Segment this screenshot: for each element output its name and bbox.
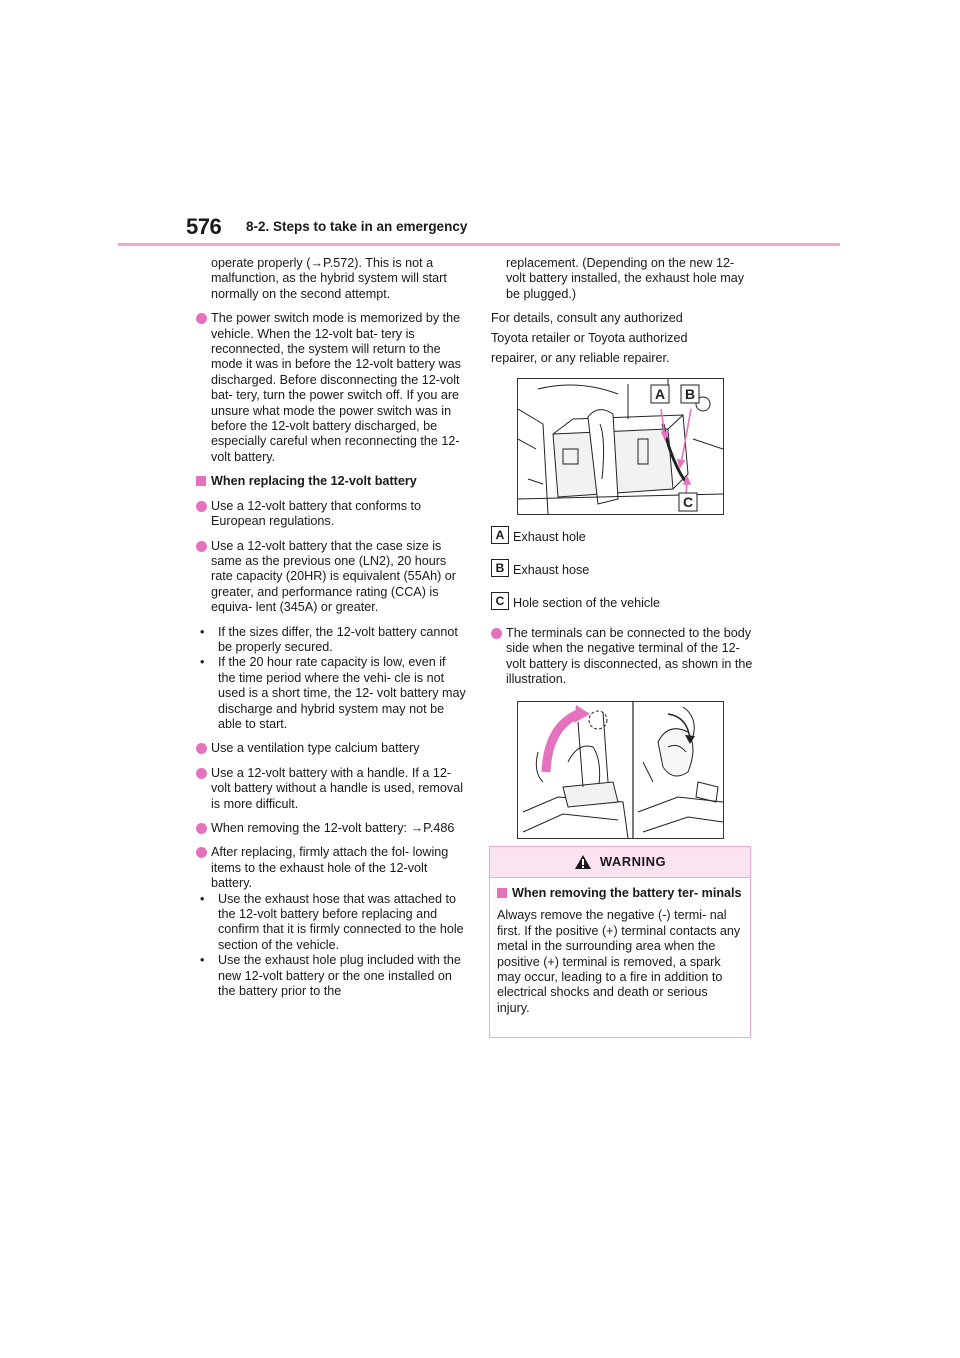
bullet-text: The terminals can be connected to the body side when the negative terminal of the 12-volt battery is disconnected, as shown in the illustration. — [506, 626, 753, 687]
warning-heading-text: When removing the battery ter- minals — [512, 886, 742, 900]
heading-replacing-battery — [196, 474, 466, 489]
sub-item-text: If the sizes differ, the 12-volt battery cannot be properly secured. — [218, 624, 458, 654]
label-a: A — [655, 386, 666, 402]
details-line-2: Toyota retailer or Toyota authorized — [491, 331, 688, 346]
bullet-dot-icon — [196, 768, 207, 779]
sub-item-exhaust-hose — [196, 892, 466, 954]
page-number: 576 — [186, 214, 222, 239]
sub-item-sizes-differ — [196, 625, 466, 656]
callout-letter: A — [491, 526, 509, 544]
bullet-ventilation — [196, 741, 466, 756]
bullet-dot-icon — [196, 541, 207, 552]
bullet-text: Use a ventilation type calcium battery — [211, 741, 420, 756]
warning-header — [490, 847, 750, 878]
bullet-text: Use a 12-volt battery that conforms to European regulations. — [211, 498, 421, 529]
bullet-text: When removing the 12-volt battery: →P.486 — [211, 821, 455, 835]
callout-text: Exhaust hole — [513, 530, 586, 544]
callout-list — [491, 526, 753, 625]
square-bullet-icon — [196, 476, 206, 486]
terminal-drawing — [518, 702, 723, 838]
bullet-dot-icon — [196, 313, 207, 324]
warning-body — [490, 878, 750, 1016]
bullet-power-switch — [196, 311, 466, 465]
callout-c — [491, 592, 753, 625]
details-line-3: repairer, or any reliable repairer. — [491, 351, 670, 366]
bullet-terminals — [491, 626, 753, 697]
bullet-dot-icon — [196, 847, 207, 858]
sub-item-capacity-low — [196, 655, 466, 732]
bullet-terminals-item — [491, 626, 753, 688]
heading-text: When replacing the 12-volt battery — [211, 474, 417, 489]
sub-bullet-mark: • — [200, 624, 205, 639]
callout-letter: B — [491, 559, 509, 577]
sub-item-text: If the 20 hour rate capacity is low, even if the time period where the vehi- cle is not used is a short time, the 12- volt battery may discharge and hybrid system may not be able to start. — [218, 655, 466, 731]
square-bullet-icon — [497, 888, 507, 898]
callout-b — [491, 559, 753, 592]
bullet-text: Use a 12-volt battery that the case size is same as the previous one (LN2), 20 hours rate capacity (20HR) is equivalent (55Ah) or greater, and performance rating (CCA) is equiva- lent (345A) or greater. — [211, 538, 456, 615]
bullet-dot-icon — [491, 628, 502, 639]
sub-bullet-mark: • — [200, 655, 205, 670]
bullet-dot-icon — [196, 823, 207, 834]
bullet-dot-icon — [196, 501, 207, 512]
bullet-case-size — [196, 539, 466, 616]
warning-triangle-icon — [574, 854, 592, 870]
bullet-removing — [196, 821, 466, 836]
exhaust-hose-illustration — [517, 378, 724, 515]
warning-heading — [497, 886, 743, 901]
sub-bullet-mark: • — [200, 891, 205, 906]
sub-bullet-mark: • — [200, 953, 205, 968]
warning-box — [489, 846, 751, 1038]
right-column — [491, 256, 753, 368]
sub-item-text: Use the exhaust hose that was attached to the 12-volt battery before replacing and confirm that it is firmly connected to the hole section of the vehicle. — [218, 891, 464, 952]
sub-item-hole-plug — [196, 953, 466, 999]
section-title: 8-2. Steps to take in an emergency — [246, 219, 468, 234]
exhaust-hose-drawing — [518, 379, 723, 514]
continuation-paragraph: replacement. (Depending on the new 12-volt battery installed, the exhaust hole may be plugged.) — [506, 256, 745, 301]
callout-letter: C — [491, 592, 509, 610]
left-column — [196, 256, 466, 999]
bullet-handle — [196, 766, 466, 812]
warning-title: WARNING — [599, 854, 667, 870]
label-c: C — [683, 494, 694, 510]
bullet-after-replacing — [196, 845, 466, 891]
callout-a — [491, 526, 753, 559]
intro-paragraph: operate properly (→P.572). This is not a malfunction, as the hybrid system will start normally on the second attempt. — [211, 256, 447, 301]
callout-text: Exhaust hose — [513, 563, 590, 577]
terminal-illustration — [517, 701, 724, 839]
bullet-text: After replacing, firmly attach the fol- lowing items to the exhaust hole of the 12-volt battery. — [211, 845, 449, 891]
details-line-1: For details, consult any authorized — [491, 311, 683, 326]
header-rule — [118, 243, 840, 246]
sub-item-text: Use the exhaust hole plug included with the new 12-volt battery or the one installed on the battery prior to the — [218, 953, 461, 999]
bullet-dot-icon — [196, 743, 207, 754]
bullet-text: Use a 12-volt battery with a handle. If a 12-volt battery without a handle is used, removal is more difficult. — [211, 765, 464, 811]
label-b: B — [685, 386, 696, 402]
bullet-text: The power switch mode is memorized by the vehicle. When the 12-volt bat- tery is reconnected, the system will return to the mode it was in before the 12-volt battery was discharged. Before disconnecting the 12-volt bat- tery, turn the power switch off. If you are unsure what mode the power switch was in before the 12-volt battery discharged, be especially careful when reconnecting the 12-volt battery. — [211, 311, 461, 464]
warning-text: Always remove the negative (-) termi- nal first. If the positive (+) terminal contacts any metal in the surrounding area when the positive (+) terminal is removed, a spark may occur, leading to a fire in addition to electrical shocks and death or serious injury. — [497, 908, 741, 1015]
callout-text: Hole section of the vehicle — [513, 596, 661, 610]
bullet-european — [196, 499, 466, 530]
